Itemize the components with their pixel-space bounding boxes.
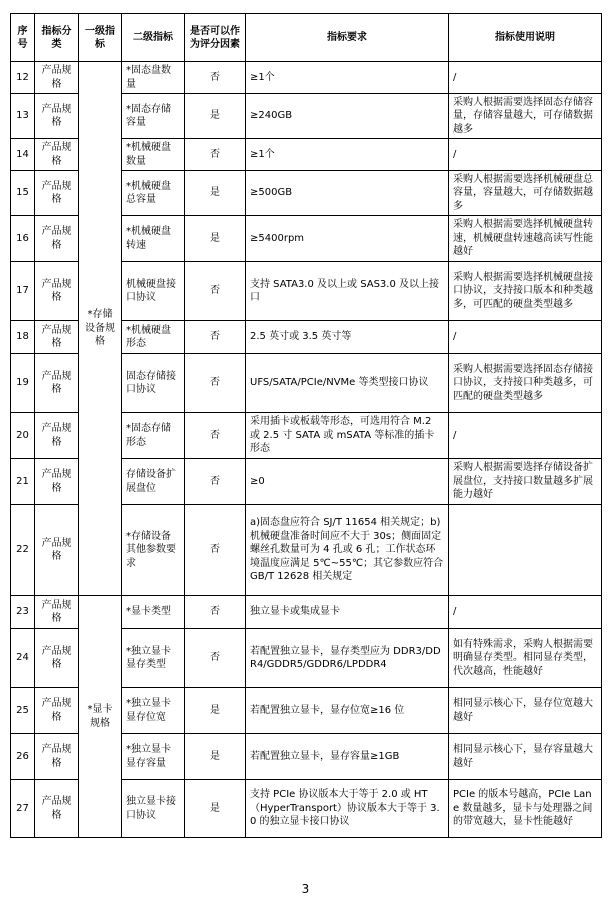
row-number: 21 [11, 459, 35, 505]
usage-note-cell: / [449, 413, 602, 459]
requirement-cell: 采用插卡或板载等形态，可选用符合 M.2 或 2.5 寸 SATA 或 mSATA 等标准的插卡形态 [246, 413, 449, 459]
requirement-cell: a)固态盘应符合 SJ/T 11654 相关规定；b)机械硬盘准备时间应不大于 30s；侧面固定螺丝孔数量可为 4 孔或 6 孔；工作状态环境温度应满足 5℃~55℃；其它参数应符合 GB/T 12628 相关规定 [246, 505, 449, 596]
requirement-cell: 支持 PCIe 协议版本大于等于 2.0 或 HT（HyperTransport）协议版本大于等于 3.0 的独立显卡接口协议 [246, 780, 449, 838]
group-gpu-cell: *显卡规格 [79, 596, 122, 838]
requirement-cell: ≥0 [246, 459, 449, 505]
row-number: 12 [11, 62, 35, 94]
requirement-cell: 2.5 英寸或 3.5 英寸等 [246, 321, 449, 354]
indicator-cell: *机械硬盘数量 [122, 139, 185, 171]
indicator-cell: *机械硬盘总容量 [122, 171, 185, 216]
category-cell: 产品规格 [35, 413, 79, 459]
row-number: 17 [11, 262, 35, 321]
score-cell: 是 [185, 171, 246, 216]
usage-note-cell: PCIe 的版本号越高，PCIe Lane 数量越多，显卡与处理器之间的带宽越大，显卡性能越好 [449, 780, 602, 838]
score-cell: 是 [185, 94, 246, 139]
requirement-cell: ≥500GB [246, 171, 449, 216]
header-row [11, 14, 602, 62]
row-number: 15 [11, 171, 35, 216]
category-cell: 产品规格 [35, 171, 79, 216]
row-number: 25 [11, 688, 35, 734]
indicator-cell: *固态存储形态 [122, 413, 185, 459]
usage-note-cell: 相同显示核心下，显存容量越大越好 [449, 734, 602, 780]
table-row [11, 596, 602, 629]
indicator-cell: 固态存储接口协议 [122, 354, 185, 413]
usage-note-cell: 如有特殊需求，采购人根据需要明确显存类型。相同显存类型，代次越高，性能越好 [449, 629, 602, 688]
usage-note-cell: 采购人根据需要选择固态存储容量，存储容量越大，可存储数据越多 [449, 94, 602, 139]
score-cell: 是 [185, 734, 246, 780]
requirement-cell: ≥1个 [246, 139, 449, 171]
indicator-cell: *机械硬盘转速 [122, 216, 185, 262]
score-cell: 否 [185, 629, 246, 688]
usage-note-cell [449, 505, 602, 596]
row-number: 23 [11, 596, 35, 629]
requirement-cell: 若配置独立显卡，显存容量≥1GB [246, 734, 449, 780]
usage-note-cell: / [449, 139, 602, 171]
indicator-cell: 存储设备扩展盘位 [122, 459, 185, 505]
group-storage-cell: *存储设备规格 [79, 62, 122, 596]
category-cell: 产品规格 [35, 262, 79, 321]
header-cell: 指标使用说明 [449, 14, 602, 62]
row-number: 14 [11, 139, 35, 171]
score-cell: 否 [185, 413, 246, 459]
header-cell: 二级指标 [122, 14, 185, 62]
row-number: 16 [11, 216, 35, 262]
indicator-cell: *独立显卡显存位宽 [122, 688, 185, 734]
usage-note-cell: / [449, 596, 602, 629]
row-number: 19 [11, 354, 35, 413]
table-row [11, 62, 602, 94]
row-number: 18 [11, 321, 35, 354]
category-cell: 产品规格 [35, 354, 79, 413]
category-cell: 产品规格 [35, 139, 79, 171]
header-cell: 一级指标 [79, 14, 122, 62]
indicator-cell: 机械硬盘接口协议 [122, 262, 185, 321]
requirement-cell: ≥5400rpm [246, 216, 449, 262]
indicator-cell: *显卡类型 [122, 596, 185, 629]
usage-note-cell: / [449, 62, 602, 94]
score-cell: 否 [185, 321, 246, 354]
usage-note-cell: 采购人根据需要选择机械硬盘总容量，容量越大，可存储数据越多 [449, 171, 602, 216]
indicator-cell: *独立显卡显存类型 [122, 629, 185, 688]
indicator-cell: 独立显卡接口协议 [122, 780, 185, 838]
header-cell: 指标分类 [35, 14, 79, 62]
category-cell: 产品规格 [35, 216, 79, 262]
usage-note-cell: 采购人根据需要选择固态存储接口协议，支持接口种类越多，可匹配的硬盘类型越多 [449, 354, 602, 413]
category-cell: 产品规格 [35, 734, 79, 780]
score-cell: 否 [185, 139, 246, 171]
requirement-cell: 若配置独立显卡，显存位宽≥16 位 [246, 688, 449, 734]
spec-table [10, 13, 602, 838]
header-cell: 序号 [11, 14, 35, 62]
usage-note-cell: / [449, 321, 602, 354]
score-cell: 是 [185, 780, 246, 838]
row-number: 24 [11, 629, 35, 688]
score-cell: 否 [185, 354, 246, 413]
category-cell: 产品规格 [35, 688, 79, 734]
category-cell: 产品规格 [35, 321, 79, 354]
requirement-cell: UFS/SATA/PCIe/NVMe 等类型接口协议 [246, 354, 449, 413]
category-cell: 产品规格 [35, 62, 79, 94]
score-cell: 否 [185, 459, 246, 505]
usage-note-cell: 采购人根据需要选择机械硬盘接口协议，支持接口版本和种类越多，可匹配的硬盘类型越多 [449, 262, 602, 321]
category-cell: 产品规格 [35, 629, 79, 688]
score-cell: 否 [185, 262, 246, 321]
requirement-cell: 支持 SATA3.0 及以上或 SAS3.0 及以上接口 [246, 262, 449, 321]
usage-note-cell: 采购人根据需要选择存储设备扩展盘位，支持接口数量越多扩展能力越好 [449, 459, 602, 505]
score-cell: 是 [185, 216, 246, 262]
row-number: 20 [11, 413, 35, 459]
requirement-cell: 若配置独立显卡，显存类型应为 DDR3/DDR4/GDDR5/GDDR6/LPDDR4 [246, 629, 449, 688]
indicator-cell: *机械硬盘形态 [122, 321, 185, 354]
score-cell: 否 [185, 62, 246, 94]
requirement-cell: ≥240GB [246, 94, 449, 139]
category-cell: 产品规格 [35, 505, 79, 596]
header-cell: 指标要求 [246, 14, 449, 62]
usage-note-cell: 采购人根据需要选择机械硬盘转速，机械硬盘转速越高读写性能越好 [449, 216, 602, 262]
row-number: 13 [11, 94, 35, 139]
score-cell: 否 [185, 596, 246, 629]
row-number: 26 [11, 734, 35, 780]
category-cell: 产品规格 [35, 94, 79, 139]
usage-note-cell: 相同显示核心下，显存位宽越大越好 [449, 688, 602, 734]
indicator-cell: *存储设备其他参数要求 [122, 505, 185, 596]
category-cell: 产品规格 [35, 596, 79, 629]
category-cell: 产品规格 [35, 459, 79, 505]
requirement-cell: ≥1个 [246, 62, 449, 94]
indicator-cell: *固态存储容量 [122, 94, 185, 139]
row-number: 22 [11, 505, 35, 596]
score-cell: 是 [185, 688, 246, 734]
header-cell: 是否可以作为评分因素 [185, 14, 246, 62]
indicator-cell: *独立显卡显存容量 [122, 734, 185, 780]
page-number: 3 [301, 882, 310, 896]
indicator-cell: *固态盘数量 [122, 62, 185, 94]
category-cell: 产品规格 [35, 780, 79, 838]
score-cell: 否 [185, 505, 246, 596]
requirement-cell: 独立显卡或集成显卡 [246, 596, 449, 629]
row-number: 27 [11, 780, 35, 838]
